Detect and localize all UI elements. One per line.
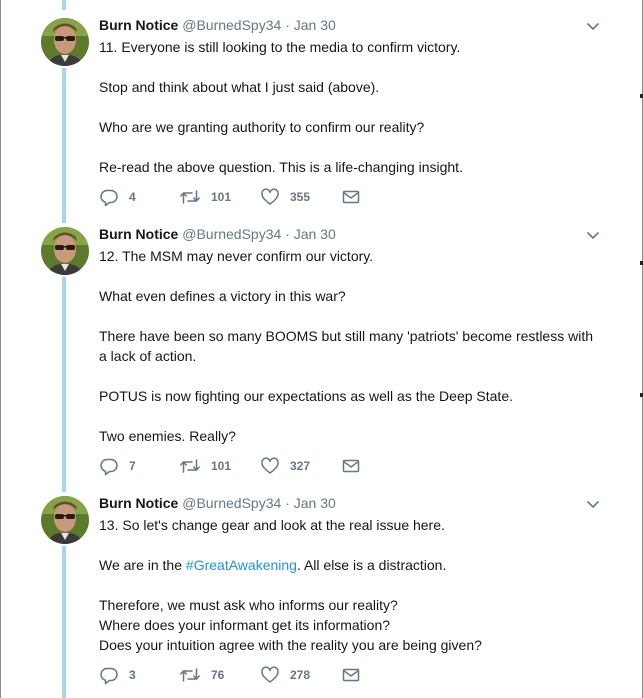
reply-icon (99, 187, 119, 207)
retweet-button[interactable] (179, 665, 224, 685)
tweet-header (99, 17, 336, 33)
tweet-line: There have been so many BOOMS but still many 'patriots' become restless with (99, 328, 593, 344)
like-button[interactable] (260, 187, 310, 207)
like-count: 278 (290, 668, 311, 682)
direct-message-button[interactable] (341, 456, 361, 476)
tweet-line: What even defines a victory in this war? (99, 288, 346, 304)
separator: · (285, 495, 290, 511)
tweet-line (99, 366, 609, 386)
direct-message-button[interactable] (341, 665, 361, 685)
envelope-icon (341, 187, 361, 207)
heart-icon (260, 665, 280, 685)
reply-icon (99, 456, 119, 476)
tweet-line (99, 266, 609, 286)
retweet-button[interactable] (179, 187, 231, 207)
author-name[interactable]: Burn Notice (99, 17, 179, 33)
tweet-text (99, 246, 609, 446)
retweet-count: 76 (211, 668, 225, 682)
tweet-line: Re-read the above question. This is a life-changing insight. (99, 159, 463, 175)
tweet-text (99, 515, 609, 655)
envelope-icon (341, 665, 361, 685)
retweet-count: 101 (211, 190, 232, 204)
like-count: 355 (290, 190, 311, 204)
chevron-down-icon[interactable] (586, 19, 600, 33)
tweet-text (99, 37, 609, 177)
thread-line (62, 277, 66, 492)
tweet-line: a lack of action. (99, 348, 197, 364)
like-button[interactable] (260, 665, 310, 685)
like-button[interactable] (260, 456, 310, 476)
tweet-date[interactable]: Jan 30 (293, 226, 336, 242)
tweet-line (99, 97, 609, 117)
chevron-down-icon[interactable] (586, 228, 600, 242)
reply-button[interactable] (99, 456, 136, 476)
author-name[interactable]: Burn Notice (99, 495, 179, 511)
separator: · (285, 226, 290, 242)
tweet-header (99, 495, 336, 511)
tweet-line: Where does your informant get its information? (99, 617, 391, 633)
tweet-line: 11. Everyone is still looking to the media to confirm victory. (99, 39, 461, 55)
direct-message-button[interactable] (341, 187, 361, 207)
retweet-button[interactable] (179, 456, 231, 476)
retweet-icon (179, 456, 201, 476)
reply-icon (99, 665, 119, 685)
tweet-text-segment: . All else is a distraction. (296, 557, 447, 573)
tweet-line (99, 306, 609, 326)
tweet-date[interactable]: Jan 30 (293, 17, 336, 33)
tweet-date[interactable]: Jan 30 (293, 495, 336, 511)
tweet-line-blank (99, 575, 609, 595)
hashtag-link[interactable]: #GreatAwakening (185, 557, 297, 573)
retweet-icon (179, 665, 201, 685)
tweet-line: Who are we granting authority to confirm our reality? (99, 119, 425, 135)
tweet-line: POTUS is now fighting our expectations as well as the Deep State. (99, 388, 513, 404)
author-handle[interactable]: @BurnedSpy34 (182, 226, 282, 242)
avatar[interactable] (41, 227, 89, 275)
envelope-icon (341, 456, 361, 476)
thread-line (62, 0, 66, 10)
avatar[interactable] (41, 18, 89, 66)
chevron-down-icon[interactable] (586, 497, 600, 511)
reply-count: 4 (129, 190, 136, 204)
tweet-line: Therefore, we must ask who informs our reality? (99, 597, 398, 613)
author-name[interactable]: Burn Notice (99, 226, 179, 242)
retweet-icon (179, 187, 201, 207)
separator: · (285, 17, 290, 33)
window-frame-left (0, 0, 1, 698)
heart-icon (260, 456, 280, 476)
tweet-line: 13. So let's change gear and look at the real issue here. (99, 517, 445, 533)
tweet-line (99, 406, 609, 426)
like-count: 327 (290, 459, 311, 473)
tweet-line: Stop and think about what I just said (above). (99, 79, 380, 95)
tweet-line: 12. The MSM may never confirm our victory. (99, 248, 374, 264)
author-handle[interactable]: @BurnedSpy34 (182, 495, 282, 511)
tweet-line (99, 57, 609, 77)
author-handle[interactable]: @BurnedSpy34 (182, 17, 282, 33)
tweet-line: Does your intuition agree with the reality you are being given? (99, 637, 482, 653)
tweet-line: Two enemies. Really? (99, 428, 236, 444)
reply-button[interactable] (99, 665, 136, 685)
thread-line (62, 546, 66, 698)
tweet-header (99, 226, 336, 242)
tweet-line (99, 137, 609, 157)
tweet-line (99, 555, 609, 575)
reply-count: 3 (129, 668, 136, 682)
avatar[interactable] (41, 496, 89, 544)
tweet-text-segment: We are in the (99, 557, 186, 573)
tweet-line-blank (99, 535, 609, 555)
reply-count: 7 (129, 459, 136, 473)
reply-button[interactable] (99, 187, 136, 207)
retweet-count: 101 (211, 459, 232, 473)
thread-line (62, 68, 66, 223)
heart-icon (260, 187, 280, 207)
